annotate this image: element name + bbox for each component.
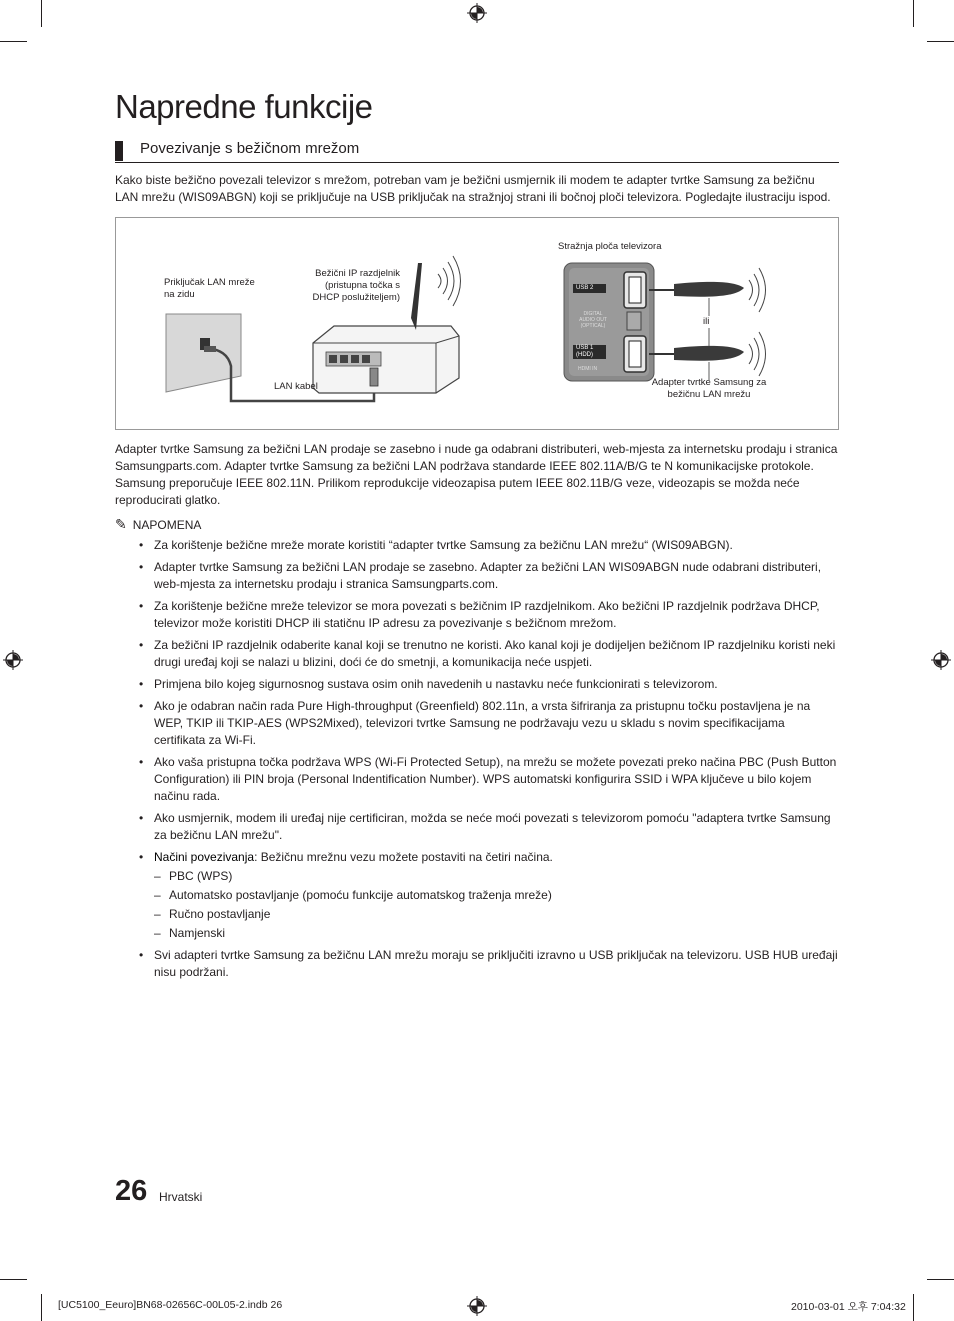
note-item: • Adapter tvrtke Samsung za bežični LAN prodaje se zasebno. Adapter za bežični LAN WIS09ABGN nude odabrani distributeri, web-mjesta za internetsku prodaju i stranica Samsungparts.com. xyxy=(138,559,838,593)
crop-mark xyxy=(41,1294,42,1321)
method-item: – Automatsko postavljanje (pomoću funkcije automatskog traženja mreže) xyxy=(154,887,838,904)
registration-mark-icon xyxy=(467,1296,487,1316)
note-item: • Za korištenje bežične mreže televizor se mora povezati s bežičnim IP razdjelnikom. Ako bežični IP razdjelnik podržava DHCP, televizor može koristiti DHCP ili statičnu IP adresu za povezivanje s bežičnom mrežom. xyxy=(138,598,838,632)
lan-cable-label: LAN kabel xyxy=(274,381,318,392)
intro-paragraph: Kako biste bežično povezali televizor s mrežom, potreban vam je bežični usmjernik ili modem te adapter tvrtke Samsung za bežičnu LAN mrežu (WIS09ABGN) koji se priključuje na USB priključak na stražnjoj strani ili bočnoj ploči televizora. Pogledajte ilustraciju ispod. xyxy=(115,173,831,204)
method-item: – Ručno postavljanje xyxy=(154,906,838,923)
note-item: • Za bežični IP razdjelnik odaberite kanal koji se trenutno ne koristi. Ako kanal koji je dodijeljen bežičnom IP razdjelniku koristi neki drugi uređaj koji se nalazi u blizini, doći će do smetnji, a komunikacija neće uspjeti. xyxy=(138,637,838,671)
section-marker xyxy=(115,141,123,161)
method-item: – PBC (WPS) xyxy=(154,868,838,885)
crop-mark xyxy=(913,0,914,27)
methods-text: : Bežičnu mrežnu vezu možete postaviti na četiri načina. xyxy=(254,850,553,864)
print-file-info: [UC5100_Eeuro]BN68-02656C-00L05-2.indb 26 xyxy=(58,1299,283,1311)
or-label: ili xyxy=(703,316,710,327)
tv-rear-panel-label: Stražnja ploča televizora xyxy=(558,241,662,252)
registration-mark-icon xyxy=(3,650,23,670)
wireless-adapter-icon xyxy=(674,282,744,297)
print-date-info: 2010-03-01 오후 7:04:32 xyxy=(791,1301,906,1313)
note-list xyxy=(138,537,838,986)
adapter-info-paragraph: Adapter tvrtke Samsung za bežični LAN prodaje se zasebno i nude ga odabrani distributeri, web-mjesta za internetsku prodaju i stranica Samsungparts.com. Adapter tvrtke Samsung za bežični LAN podržava standarde IEEE 802.11A/B/G te N komunikacijske protokole. Samsung preporučuje IEEE 802.11N. Prilikom reprodukcije videozapisa putem IEEE 802.11B/G veze, videozapis se možda neće reproducirati glatko. xyxy=(115,442,838,507)
note-item: • Svi adapteri tvrtke Samsung za bežičnu LAN mrežu moraju se priključiti izravno u USB priključak na televizoru. USB HUB uređaji nisu podržani. xyxy=(138,947,838,981)
note-item-methods xyxy=(138,849,838,942)
usb1-port-text: USB 1 (HDD) xyxy=(576,345,594,358)
usb2-port-text: USB 2 xyxy=(576,285,594,291)
optical-port-icon xyxy=(627,312,641,330)
methods-bold-label: Načini povezivanja xyxy=(154,850,255,864)
crop-mark xyxy=(41,0,42,27)
page-number: 26 xyxy=(115,1175,148,1207)
note-item: • Ako je odabran način rada Pure High-throughput (Greenfield) 802.11n, a vrsta šifriranja za pristupnu točku postavljena je na WEP, TKIP ili TKIP-AES (WPS2Mixed), televizori tvrtke Samsung ne podržavaju vezu u skladu s novim specifikacijama certifikata za Wi-Fi. xyxy=(138,698,838,749)
section-divider xyxy=(115,162,839,163)
wall-socket-label: Priključak LAN mreže na zidu xyxy=(164,277,255,300)
note-item: • Primjena bilo kojeg sigurnosnog sustava osim onih navedenih u nastavku neće funkcionirati s televizorom. xyxy=(138,676,838,693)
note-item: • Za korištenje bežične mreže morate koristiti “adapter tvrtke Samsung za bežičnu LAN mrežu“ (WIS09ABGN). xyxy=(138,537,838,554)
crop-mark xyxy=(927,41,954,42)
wifi-signal-icon xyxy=(438,274,441,288)
methods-list xyxy=(154,868,838,942)
hdmi-port-text: HDMI IN xyxy=(578,366,598,372)
registration-mark-icon xyxy=(467,3,487,23)
note-item: • Ako vaša pristupna točka podržava WPS (Wi-Fi Protected Setup), na mrežu se možete povezati preko načina PBC (Push Button Configuration) ili PIN broja (Personal Indentification Number). WPS automatski konfigurira SSID i WPA ključeve u bilo kojem načinu rada. xyxy=(138,754,838,805)
registration-mark-icon xyxy=(931,650,951,670)
network-illustration xyxy=(115,217,839,430)
page-language: Hrvatski xyxy=(159,1190,203,1204)
note-item: • Ako usmjernik, modem ili uređaj nije certificiran, možda se neće moći povezati s televizorom pomoću "adaptera tvrtke Samsung za bežičnu LAN mrežu". xyxy=(138,810,838,844)
router-antenna-icon xyxy=(411,263,422,330)
crop-mark xyxy=(927,1279,954,1280)
adapter-label: Adapter tvrtke Samsung za bežičnu LAN mrežu xyxy=(651,377,767,400)
pencil-note-icon: ✎ xyxy=(115,516,127,532)
crop-mark xyxy=(0,41,27,42)
optical-port-text: DIGITAL AUDIO OUT (OPTICAL) xyxy=(579,311,607,329)
note-heading: ✎ NAPOMENA xyxy=(115,516,202,532)
lan-plug-icon xyxy=(204,346,216,352)
crop-mark xyxy=(913,1294,914,1321)
page-title: Napredne funkcije xyxy=(115,88,373,125)
router-label: Bežični IP razdjelnik (pristupna točka s DHCP poslužiteljem) xyxy=(312,268,400,303)
crop-mark xyxy=(0,1279,27,1280)
method-item: – Namjenski xyxy=(154,925,838,942)
section-title: Povezivanje s bežičnom mrežom xyxy=(140,140,360,157)
wireless-adapter-icon xyxy=(674,346,744,361)
